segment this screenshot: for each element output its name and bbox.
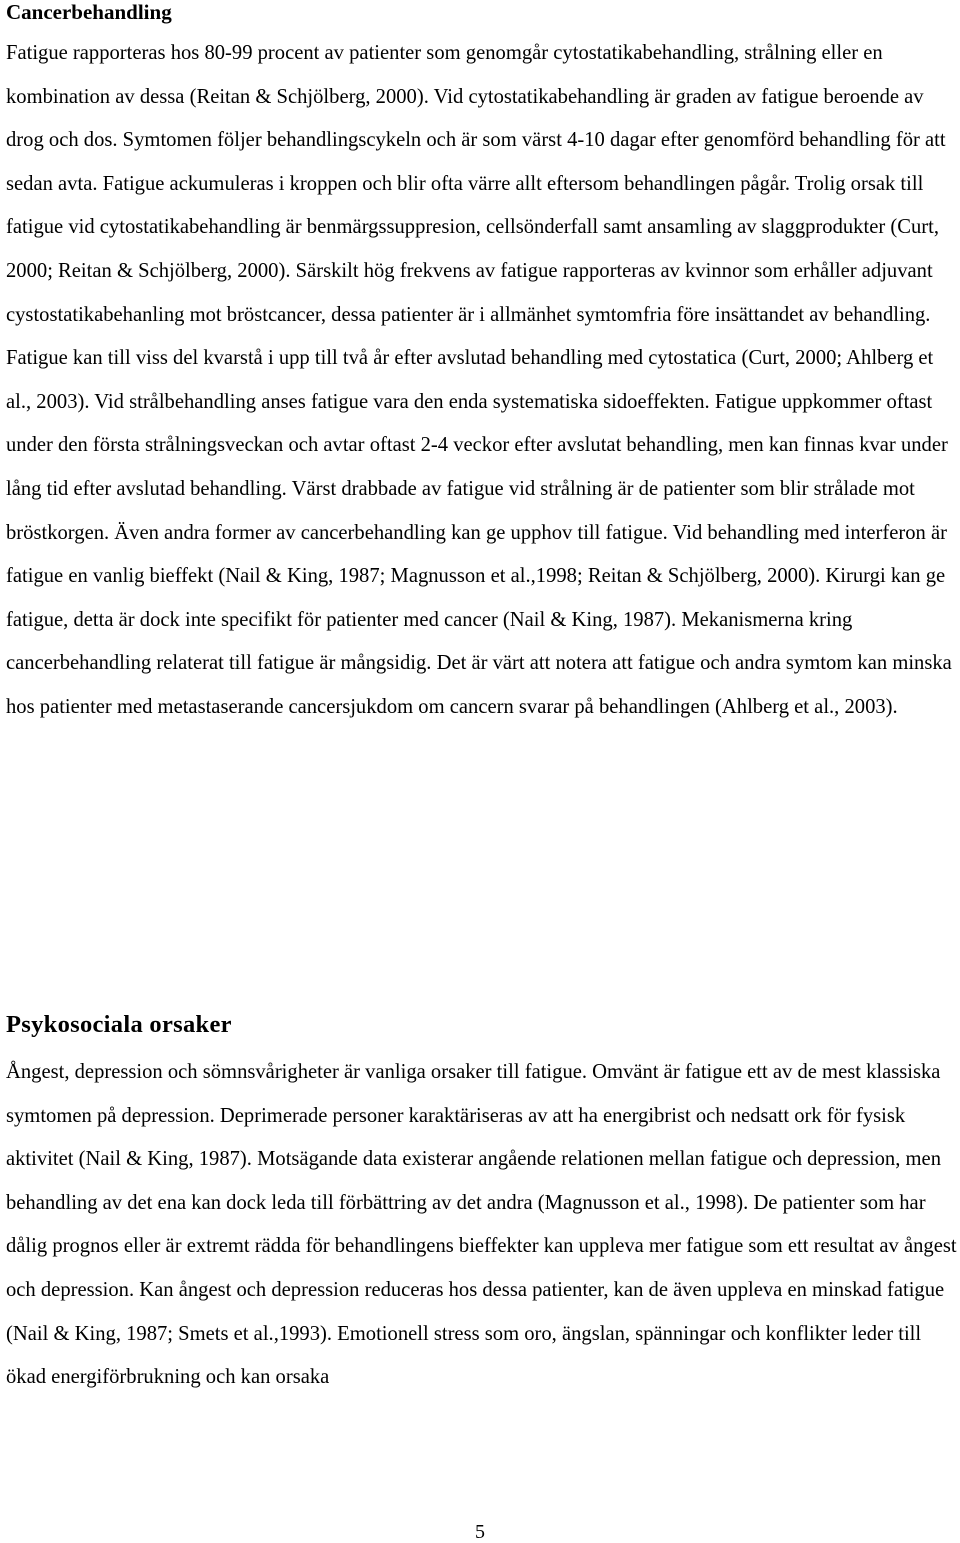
paragraph-psykosociala-orsaker: Ångest, depression och sömnsvårigheter är vanliga orsaker till fatigue. Omvänt är fatigue ett av de mest klassiska symtomen på depression. Deprimerade personer karaktäriseras av att ha energibrist och nedsatt ork för fysisk aktivitet (Nail & King, 1987). Motsägande data existerar angående relationen mellan fatigue och depression, men behandling av det ena kan dock leda till förbättring av det andra (Magnusson et al., 1998). De patienter som har dålig prognos eller är extremt rädda för behandlingens bieffekter kan uppleva mer fatigue som ett resultat av ångest och depression. Kan ångest och depression reduceras hos dessa patienter, kan de även uppleva en minskad fatigue (Nail & King, 1987; Smets et al.,1993). Emotionell stress som oro, ängslan, spänningar och konflikter leder till ökad energiförbrukning och kan orsaka: [6, 1061, 957, 1389]
paragraph-cancerbehandling: Fatigue rapporteras hos 80-99 procent av patienter som genomgår cytostatikabehandling, strålning eller en kombination av dessa (Reitan & Schjölberg, 2000). Vid cytostatikabehandling är graden av fatigue beroende av drog och dos. Symtomen följer behandlingscykeln och är som värst 4-10 dagar efter genomförd behandling för att sedan avta. Fatigue ackumuleras i kroppen och blir ofta värre allt eftersom behandlingen pågår. Trolig orsak till fatigue vid cytostatikabehandling är benmärgssuppresion, cellsönderfall samt ansamling av slaggprodukter (Curt, 2000; Reitan & Schjölberg, 2000). Särskilt hög frekvens av fatigue rapporteras av kvinnor som erhåller adjuvant cystostatikabehanling mot bröstcancer, dessa patienter är i allmänhet symtomfria före insättandet av behandling. Fatigue kan till viss del kvarstå i upp till två år efter avslutad behandling med cytostatica (Curt, 2000; Ahlberg et al., 2003). Vid strålbehandling anses fatigue vara den enda systematiska sidoeffekten. Fatigue uppkommer oftast under den första strålningsveckan och avtar oftast 2-4 veckor efter avslutat behandling, men kan finnas kvar under lång tid efter avslutad behandling. Värst drabbade av fatigue vid strålning är de patienter som blir strålade mot bröstkorgen. Även andra former av cancerbehandling kan ge upphov till fatigue. Vid behandling med interferon är fatigue en vanlig bieffekt (Nail & King, 1987; Magnusson et al.,1998; Reitan & Schjölberg, 2000). Kirurgi kan ge fatigue, detta är dock inte specifikt för patienter med cancer (Nail & King, 1987). Mekanismerna kring cancerbehandling relaterat till fatigue är mångsidig. Det är värt att notera att fatigue och andra symtom kan minska hos patienter med metastaserande cancersjukdom om cancern svarar på behandlingen (Ahlberg et al., 2003).: [6, 42, 952, 718]
section-psykosociala-heading-wrap: [6, 1010, 232, 1040]
page-number: 5: [475, 1521, 485, 1543]
section-heading-psykosociala-orsaker: Psykosociala orsaker: [6, 1011, 232, 1038]
section-cancerbehandling: [6, 0, 958, 730]
document-page: [6, 0, 958, 1389]
section-heading-cancerbehandling: Cancerbehandling: [6, 0, 172, 24]
section-psykosociala-orsaker: [6, 1051, 958, 1400]
